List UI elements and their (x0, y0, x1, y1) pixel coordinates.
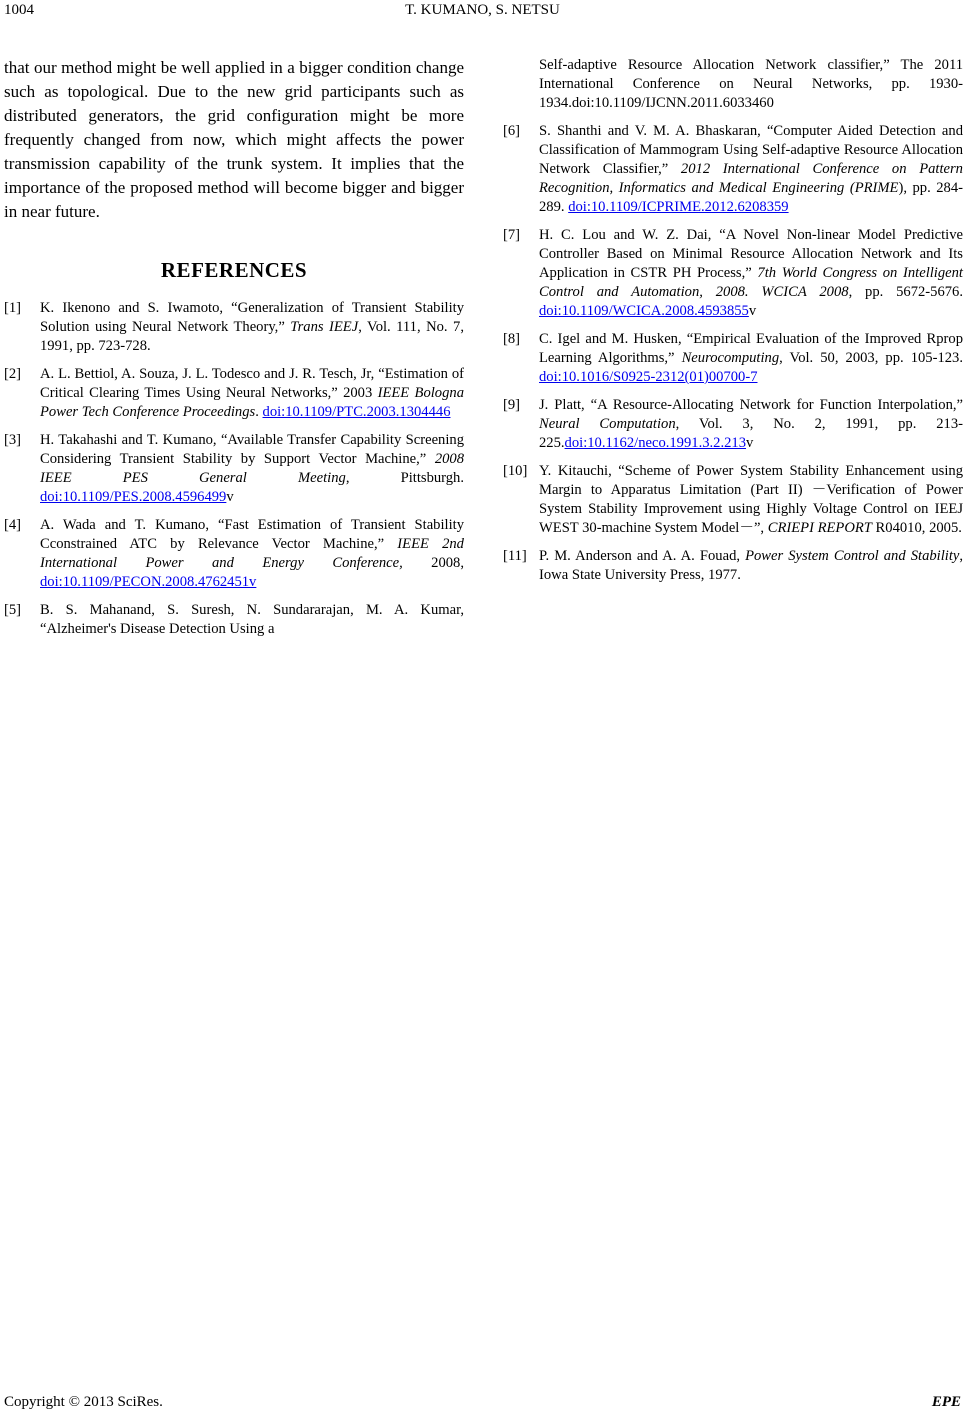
reference-item (4, 601, 464, 639)
reference-number: [7] (503, 227, 521, 243)
reference-text: B. S. Mahanand, S. Suresh, N. Sundararajan, M. A. Kumar, “Alzheimer's Disease Detection Using a (40, 602, 464, 637)
page-number: 1004 (4, 2, 34, 18)
running-head: T. KUMANO, S. NETSU (405, 2, 560, 18)
doi-link[interactable]: doi:10.1162/neco.1991.3.2.213 (564, 435, 747, 451)
reference-text: A. L. Bettiol, A. Souza, J. L. Todesco and J. R. Tesch, Jr, “Estimation of Critical Clearing Times Using Neural Networks,” 2003 (40, 366, 464, 401)
reference-item (4, 299, 464, 356)
reference-item (503, 122, 963, 217)
reference-body (539, 330, 963, 387)
reference-body (539, 547, 963, 585)
doi-link[interactable]: doi:10.1109/WCICA.2008.4593855 (539, 303, 749, 319)
reference-body (539, 396, 963, 453)
reference-venue: The 2011 International Conference on Neural Networks (539, 57, 964, 92)
reference-text: v (748, 303, 757, 319)
body-paragraph: that our method might be well applied in a bigger condition change such as topological. Due to the new grid participants such as distributed generators, the grid configuration might be more frequently changed from now, which might affects the power transmission capability of the trunk system. It implies that the importance of the proposed method will become bigger and bigger in near future. (4, 58, 464, 221)
reference-list (503, 122, 963, 585)
reference-text: , pp. 5672-5676. (848, 284, 963, 300)
reference-venue: 2008 IEEE PES General Meeting (40, 451, 464, 486)
copyright: Copyright © 2013 SciRes. (4, 1394, 163, 1410)
reference-text: v (746, 435, 754, 451)
reference-item (503, 226, 963, 321)
reference-text: , Pittsburgh. (345, 470, 464, 486)
reference-text: , Iowa State University Press, 1977. (539, 548, 964, 583)
reference-body (539, 462, 963, 538)
reference-item (4, 516, 464, 592)
reference-body (539, 122, 963, 217)
reference-text: C. Igel and M. Husken, “Empirical Evaluation of the Improved Rprop Learning Algorithms,” (539, 331, 963, 366)
reference-text: S. Shanthi and V. M. A. Bhaskaran, “Computer Aided Detection and Classification of Mammogram Using Self-adaptive Resource Allocation Network Classifier,” (539, 123, 963, 177)
reference-item (4, 431, 464, 507)
reference-text: R04010, 2005. (871, 520, 962, 536)
reference-text: H. Takahashi and T. Kumano, “Available Transfer Capability Screening Considering Transient Stability by Support Vector Machine,” (40, 432, 464, 467)
reference-body (40, 365, 464, 422)
reference-text: , Vol. 50, 2003, pp. 105-123. (779, 350, 963, 366)
reference-text: P. M. Anderson and A. A. Fouad, (539, 548, 746, 564)
reference-item (503, 330, 963, 387)
doi-link[interactable]: doi:10.1109/IJCNN.2011.6033460 (571, 95, 774, 111)
reference-text: Y. Kitauchi, “Scheme of Power System Stability Enhancement using Margin to Apparatus Limitation (Part II) －Verification of Power System Stability Improvement using Highly Voltage Control on IEEJ WEST 30-machine System Model－”, (539, 463, 963, 536)
reference-text: . (255, 404, 263, 420)
reference-venue: Trans IEEJ (290, 319, 359, 335)
doi-link[interactable]: doi:10.1109/PTC.2003.1304446 (262, 404, 451, 420)
reference-body (40, 601, 464, 639)
reference-number: [2] (4, 366, 22, 382)
reference-venue: 7th World Congress on Intelligent Control and Automation, 2008. WCICA 2008 (539, 265, 963, 300)
reference-venue: Power System Control and Stability (745, 548, 960, 564)
doi-link[interactable]: doi:10.1109/ICPRIME.2012.6208359 (568, 199, 789, 215)
reference-continuation (539, 56, 963, 113)
reference-text: K. Ikenono and S. Iwamoto, “Generalization of Transient Stability Solution using Neural Network Theory,” (40, 300, 464, 335)
reference-number: [1] (4, 300, 22, 316)
reference-body (539, 226, 963, 321)
reference-venue: Neurocomputing (681, 350, 780, 366)
reference-text: v (226, 489, 234, 505)
reference-number: [8] (503, 331, 521, 347)
section-title: REFERENCES (160, 258, 308, 282)
reference-item (503, 547, 963, 585)
reference-venue: IEEE 2nd International Power and Energy Conference, (40, 536, 464, 571)
right-column (503, 56, 963, 594)
reference-item (503, 396, 963, 453)
reference-venue: 2012 International Conference on Pattern Recognition, Informatics and Medical Engineering (PRIME (539, 161, 963, 196)
reference-venue: CRIEPI REPORT (767, 520, 872, 536)
reference-list (4, 299, 464, 639)
reference-text: , Vol. 111, No. 7, 1991, pp. 723-728. (40, 319, 464, 354)
reference-number: [3] (4, 432, 22, 448)
reference-text: ), pp. 284-289. (539, 180, 963, 215)
reference-body (40, 516, 464, 592)
reference-item (503, 462, 963, 538)
doi-link[interactable]: doi:10.1109/PES.2008.4596499 (40, 489, 227, 505)
reference-text: , Vol. 3, No. 2, 1991, pp. 213-225. (539, 416, 963, 451)
reference-text: , pp. 1930-1934. (539, 76, 963, 111)
reference-text: A. Wada and T. Kumano, “Fast Estimation of Transient Stability Cconstrained ATC by Relevance Vector Machine,” (40, 517, 464, 552)
reference-item (4, 365, 464, 422)
reference-text: H. C. Lou and W. Z. Dai, “A Novel Non-linear Model Predictive Controller Based on Minimal Resource Allocation Network and Its Application in CSTR PH Process,” (539, 227, 963, 281)
reference-text: Self-adaptive Resource Allocation Network classifier,” (539, 57, 901, 73)
doi-link[interactable]: doi:10.1016/S0925-2312(01)00700-7 (539, 369, 758, 385)
reference-text: J. Platt, “A Resource-Allocating Network for Function Interpolation,” (539, 397, 963, 413)
reference-number: [10] (503, 463, 528, 479)
left-column (4, 56, 464, 648)
journal-name: EPE (931, 1394, 961, 1410)
reference-number: [6] (503, 123, 521, 139)
reference-number: [11] (503, 548, 527, 564)
reference-number: [5] (4, 602, 22, 618)
reference-body (40, 431, 464, 507)
reference-venue: Neural Computation (539, 416, 676, 432)
doi-link[interactable]: doi:10.1109/PECON.2008.4762451v (40, 574, 257, 590)
reference-venue: IEEE Bologna Power Tech Conference Proceedings (40, 385, 464, 420)
reference-body (40, 299, 464, 356)
reference-text: 2008, (402, 555, 465, 571)
reference-number: [4] (4, 517, 22, 533)
reference-number: [9] (503, 397, 521, 413)
